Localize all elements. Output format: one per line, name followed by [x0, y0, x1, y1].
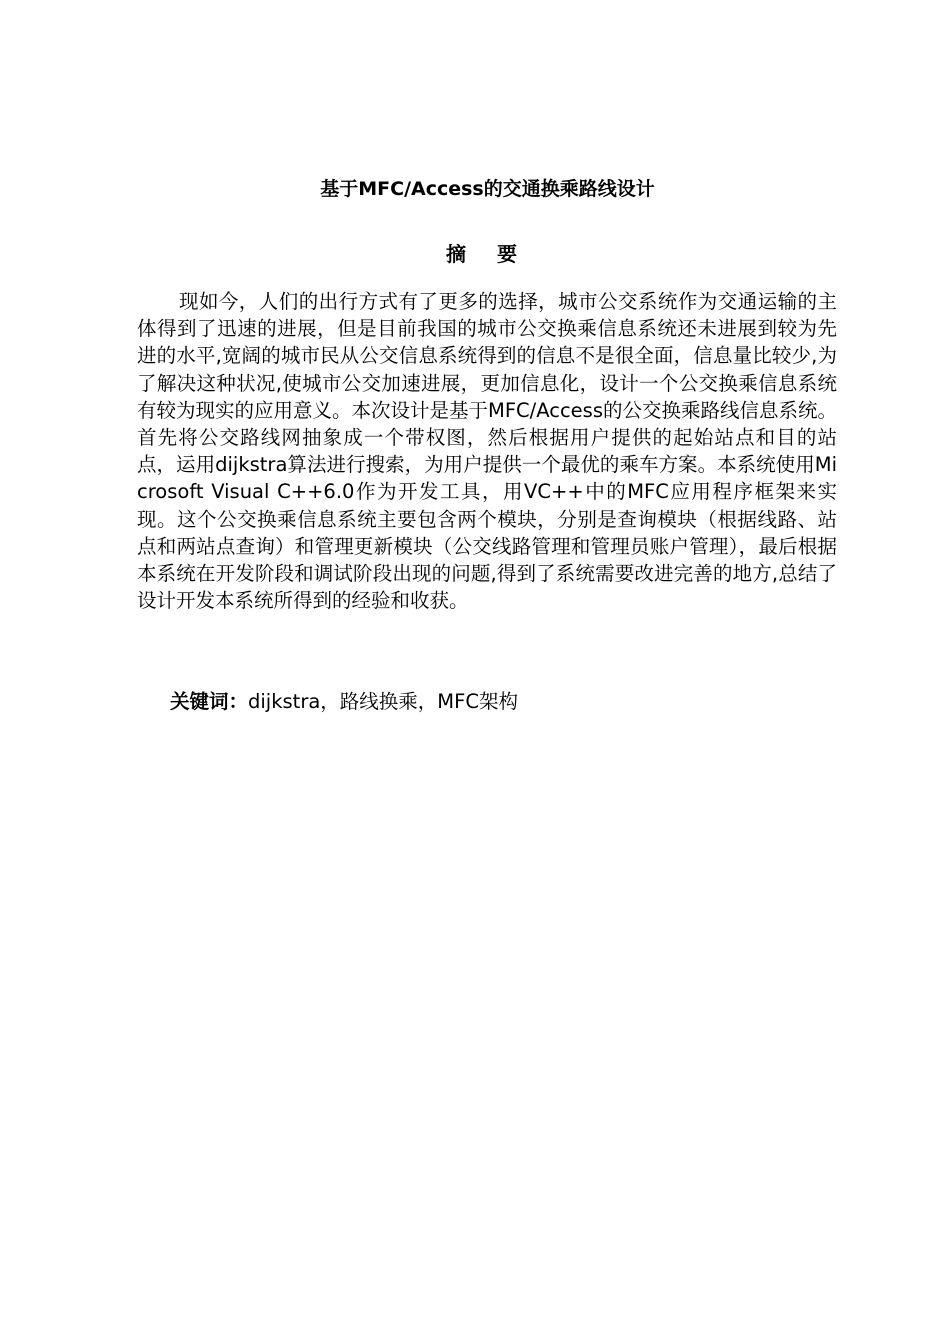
document-title: 基于MFC/Access的交通换乘路线设计 — [320, 178, 655, 200]
keywords-line — [170, 688, 518, 716]
abstract-body: 现如今，人们的出行方式有了更多的选择，城市公交系统作为交通运输的主体得到了迅速的进展，但是目前我国的城市公交换乘信息系统还未进展到较为先进的水平,宽阔的城市民从公交信息系统得到的信息不是很全面，信息量比较少,为了解决这种状况,使城市公交加速进展，更加信息化，设计一个公交换乘信息系统有较为现实的应用意义。本次设计是基于MFC/Access的公交换乘路线信息系统。首先将公交路线网抽象成一个带权图，然后根据用户提供的起始站点和目的站点，运用dijkstra算法进行搜索，为用户提供一个最优的乘车方案。本系统使用Microsoft Visual C++6.0作为开发工具，用VC++中的MFC应用程序框架来实现。这个公交换乘信息系统主要包含两个模块，分别是查询模块（根据线路、站点和两站点查询）和管理更新模块（公交线路管理和管理员账户管理），最后根据本系统在开发阶段和调试阶段出现的问题,得到了系统需要改进完善的地方,总结了设计开发本系统所得到的经验和收获。 — [137, 290, 837, 613]
keywords-value: dijkstra，路线换乘，MFC架构 — [248, 690, 518, 713]
keywords-label: 关键词： — [170, 690, 249, 713]
abstract-heading: 摘 要 — [446, 242, 529, 266]
